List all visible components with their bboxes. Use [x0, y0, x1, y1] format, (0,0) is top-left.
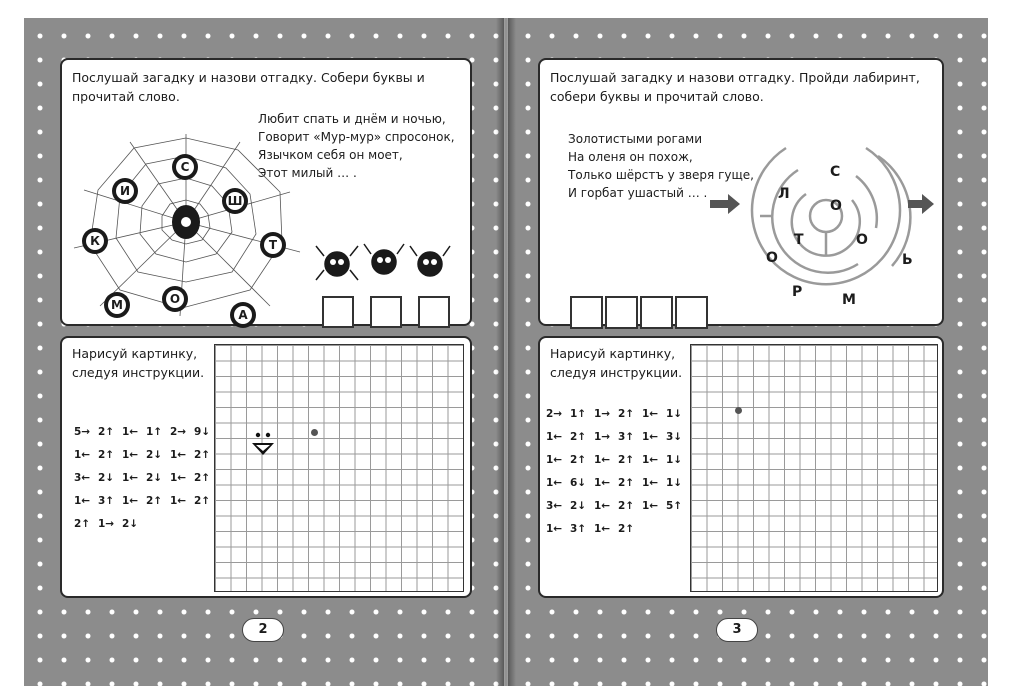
step: 1← — [642, 453, 659, 466]
maze-letter: Л — [778, 186, 790, 202]
step: 3← — [546, 499, 563, 512]
drawing-instruction-line: Нарисуй картинку, — [550, 346, 676, 361]
riddle-instruction: Послушай загадку и назови отгадку. Пройди лабиринт, собери буквы и прочитай слово. — [550, 70, 920, 104]
step: 2↑ — [618, 453, 635, 466]
circular-maze — [706, 136, 938, 308]
drawing-grid[interactable] — [214, 344, 464, 592]
step: 2↑ — [570, 453, 587, 466]
step: 3↓ — [666, 430, 683, 443]
start-dot — [311, 429, 318, 436]
right-page — [508, 18, 988, 686]
maze-letter: Р — [792, 284, 803, 300]
maze-letter: О — [766, 250, 778, 266]
step: 2↑ — [98, 448, 115, 461]
step: 1↓ — [666, 407, 683, 420]
drawing-instruction — [72, 344, 204, 382]
step: 1← — [642, 430, 659, 443]
page-number-left: 2 — [242, 618, 284, 642]
step: 1← — [122, 425, 139, 438]
step: 1← — [594, 476, 611, 489]
poem-line: Золотистыми рогами — [568, 132, 703, 146]
step: 2→ — [170, 425, 187, 438]
step: 1← — [546, 522, 563, 535]
step-list — [546, 402, 690, 540]
step: 2↑ — [74, 517, 91, 530]
step: 2↓ — [98, 471, 115, 484]
step: 2↑ — [146, 494, 163, 507]
step: 2↓ — [570, 499, 587, 512]
step: 5→ — [74, 425, 91, 438]
step: 1← — [74, 494, 91, 507]
poem-line: Любит спать и днём и ночью, — [258, 112, 446, 126]
step: 1← — [170, 494, 187, 507]
step-row — [546, 471, 690, 494]
step: 3↑ — [98, 494, 115, 507]
step-list — [74, 420, 218, 535]
poem-line: На оленя он похож, — [568, 150, 693, 164]
drawing-instruction-line: следуя инструкции. — [72, 365, 205, 380]
riddle-panel-left — [60, 58, 472, 326]
maze-letter: М — [842, 292, 856, 308]
step: 2↓ — [146, 471, 163, 484]
step: 1← — [642, 407, 659, 420]
step: 1↓ — [666, 453, 683, 466]
maze-letter: О — [830, 198, 842, 214]
poem-line: И горбат ушастый … . — [568, 186, 708, 200]
step-row — [546, 448, 690, 471]
poem-line: Только шёрстъ у зверя гуще, — [568, 168, 754, 182]
drawing-instruction — [550, 344, 682, 382]
answer-box[interactable] — [322, 296, 354, 328]
step: 2↑ — [570, 430, 587, 443]
step: 2↑ — [618, 407, 635, 420]
maze-letter: Т — [794, 232, 804, 248]
step: 3↑ — [618, 430, 635, 443]
drawing-grid[interactable] — [690, 344, 938, 592]
step: 1↓ — [666, 476, 683, 489]
step: 9↓ — [194, 425, 211, 438]
answer-box[interactable] — [675, 296, 708, 329]
step: 1← — [122, 494, 139, 507]
drawing-instruction-line: следуя инструкции. — [550, 365, 683, 380]
step: 2↑ — [194, 471, 211, 484]
step-row — [74, 420, 218, 443]
step: 1← — [122, 448, 139, 461]
page-number-right: 3 — [716, 618, 758, 642]
step: 1↑ — [570, 407, 587, 420]
maze-letter: С — [830, 164, 841, 180]
step: 1← — [546, 453, 563, 466]
step: 1← — [74, 448, 91, 461]
step: 1← — [546, 476, 563, 489]
answer-box[interactable] — [605, 296, 638, 329]
step: 2↑ — [618, 522, 635, 535]
step: 1← — [170, 448, 187, 461]
step: 1← — [170, 471, 187, 484]
poem-line: Этот милый … . — [258, 166, 357, 180]
step-row — [74, 466, 218, 489]
spider-letter: С — [172, 154, 198, 180]
step: 6↓ — [570, 476, 587, 489]
spider-letter: Ш — [222, 188, 248, 214]
maze-letter: Ь — [902, 252, 913, 268]
step: 2↑ — [194, 494, 211, 507]
book-spine — [496, 18, 516, 686]
step-row — [74, 512, 218, 535]
step: 2↓ — [146, 448, 163, 461]
step: 1→ — [594, 407, 611, 420]
maze-letter: О — [856, 232, 868, 248]
riddle-panel-right — [538, 58, 944, 326]
step: 1← — [546, 430, 563, 443]
drawing-panel-left — [60, 336, 472, 598]
step: 1← — [642, 476, 659, 489]
spider-letter: М — [104, 292, 130, 318]
example-spiders-illustration — [312, 242, 462, 282]
spider-letter: Т — [260, 232, 286, 258]
spider-letter: О — [162, 286, 188, 312]
left-page — [24, 18, 504, 686]
step: 2↑ — [98, 425, 115, 438]
answer-box[interactable] — [570, 296, 603, 329]
step: 2↓ — [122, 517, 139, 530]
step: 1→ — [98, 517, 115, 530]
spider-letter: А — [230, 302, 256, 328]
spider-letter: К — [82, 228, 108, 254]
step-row — [546, 517, 690, 540]
step: 1← — [594, 453, 611, 466]
start-dot — [735, 407, 742, 414]
step: 3↑ — [570, 522, 587, 535]
answer-box[interactable] — [640, 296, 673, 329]
step-row — [74, 443, 218, 466]
step: 1← — [594, 522, 611, 535]
answer-row — [570, 296, 710, 330]
step: 2↑ — [618, 499, 635, 512]
poem-line: Говорит «Мур-мур» спросонок, — [258, 130, 455, 144]
step-row — [546, 425, 690, 448]
answer-box[interactable] — [418, 296, 450, 328]
step: 1↑ — [146, 425, 163, 438]
step: 1← — [642, 499, 659, 512]
step: 2↑ — [194, 448, 211, 461]
step-row — [546, 402, 690, 425]
step: 1← — [122, 471, 139, 484]
answer-box[interactable] — [370, 296, 402, 328]
step: 5↑ — [666, 499, 683, 512]
step: 2→ — [546, 407, 563, 420]
step: 1→ — [594, 430, 611, 443]
cat-face-hint-icon — [249, 429, 277, 461]
step: 3← — [74, 471, 91, 484]
drawing-instruction-line: Нарисуй картинку, — [72, 346, 198, 361]
step-row — [546, 494, 690, 517]
riddle-instruction: Послушай загадку и назови отгадку. Собери буквы и прочитай слово. — [72, 70, 425, 104]
step-row — [74, 489, 218, 512]
spider-letter: И — [112, 178, 138, 204]
poem-line: Язычком себя он моет, — [258, 148, 403, 162]
step: 2↑ — [618, 476, 635, 489]
drawing-panel-right — [538, 336, 944, 598]
step: 1← — [594, 499, 611, 512]
